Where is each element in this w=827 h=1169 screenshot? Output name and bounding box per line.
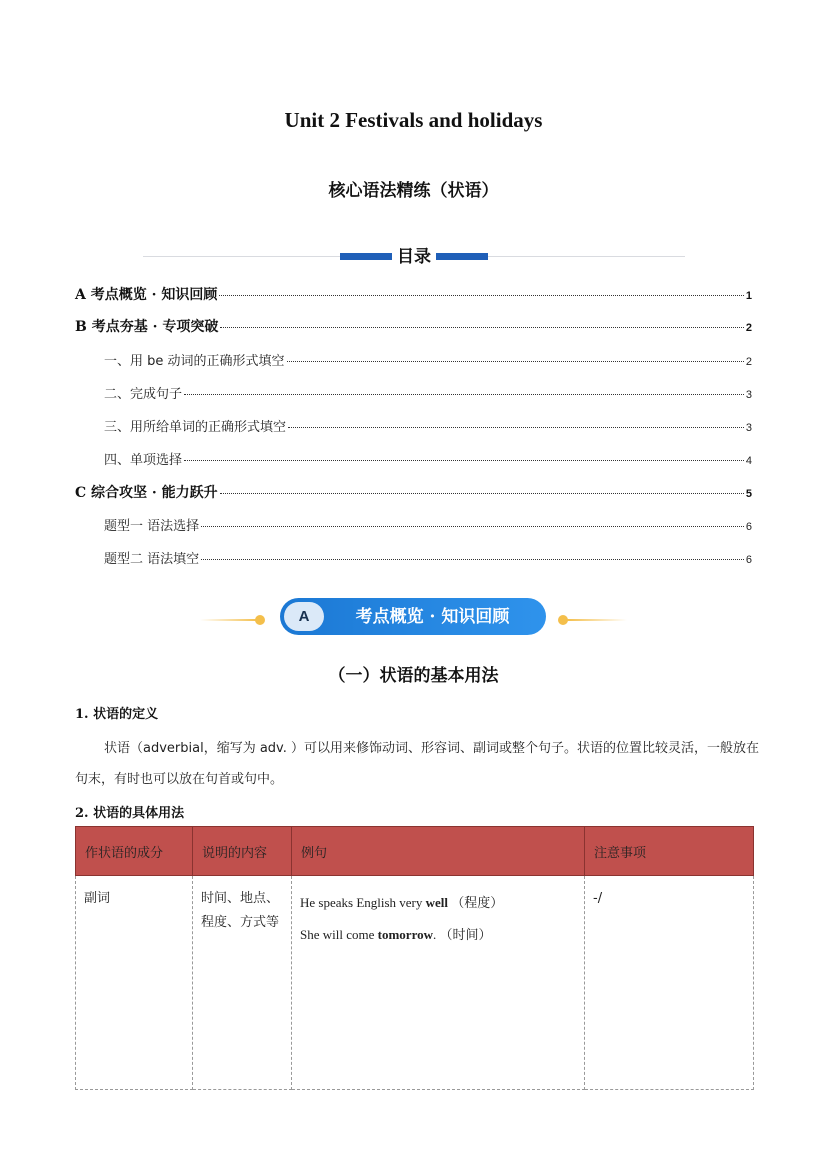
toc-entry-label: C 综合攻坚 · 能力跃升	[75, 485, 218, 501]
toc-entry-label: B 考点夯基 · 专项突破	[75, 319, 219, 335]
toc-entry[interactable]	[104, 416, 752, 435]
toc-leader	[201, 526, 744, 527]
example-emphasis: well	[425, 895, 449, 910]
toc-entry-page: 1	[745, 290, 752, 302]
toc-entry-label: 题型二 语法填空	[104, 552, 200, 567]
table-row	[76, 876, 754, 1090]
example-emphasis: tomorrow	[377, 927, 433, 942]
toc-entry[interactable]	[75, 316, 752, 336]
cell-content: 时间、地点、程度、方式等	[193, 876, 292, 1090]
example-sentence	[300, 919, 576, 951]
toc-entry[interactable]	[104, 548, 752, 567]
column-header: 注意事项	[585, 827, 754, 876]
toc-entry-label: 四、单项选择	[104, 453, 183, 468]
cell-examples	[292, 876, 585, 1090]
toc-entry[interactable]	[104, 449, 752, 468]
toc-entry-page: 3	[745, 422, 752, 434]
toc-entry[interactable]	[75, 284, 752, 304]
toc-entry-page: 6	[745, 521, 752, 533]
column-header: 例句	[292, 827, 585, 876]
column-header: 作状语的成分	[76, 827, 193, 876]
toc-entry-page: 2	[745, 322, 752, 334]
toc-entry[interactable]	[104, 515, 752, 534]
toc-heading: 目录	[392, 242, 436, 267]
toc-entry-page: 6	[745, 554, 752, 566]
cell-component: 副词	[76, 876, 193, 1090]
document-subtitle: 核心语法精练（状语）	[328, 181, 499, 201]
toc-bar-left	[340, 253, 392, 260]
example-text: She will come	[300, 927, 378, 942]
toc-leader	[220, 327, 744, 328]
definition-paragraph: 状语（adverbial，缩写为 adv. ）可以用来修饰动词、形容词、副词或整个句子。状语的位置比较灵活，一般放在句末，有时也可以放在句首或句中。	[75, 741, 759, 787]
usage-heading: 2. 状语的具体用法	[75, 806, 185, 821]
toc-entry-page: 3	[745, 389, 752, 401]
example-sentence	[300, 887, 576, 919]
toc-entry-page: 4	[745, 455, 752, 467]
toc-leader	[287, 361, 744, 362]
toc-leader	[219, 295, 744, 296]
toc-leader	[201, 559, 744, 560]
document-title: Unit 2 Festivals and holidays	[284, 108, 543, 132]
table-header-row	[76, 827, 754, 876]
banner-line-right	[567, 619, 627, 621]
toc-entry-page: 2	[745, 356, 752, 368]
banner-title: 考点概览 · 知识回顾	[355, 607, 510, 627]
banner-line-left	[200, 619, 258, 621]
example-text: He speaks English very	[300, 895, 426, 910]
example-note: （程度）	[448, 895, 504, 910]
example-note: . （时间）	[433, 927, 492, 942]
section-title: （一）状语的基本用法	[328, 666, 499, 686]
cell-note: -/	[585, 876, 754, 1090]
toc-leader	[220, 493, 744, 494]
toc-entry-label: 二、完成句子	[104, 387, 183, 402]
toc-bar-right	[436, 253, 488, 260]
toc-entry-page: 5	[745, 488, 752, 500]
banner-letter-badge: A	[284, 602, 324, 631]
toc-entry-label: 三、用所给单词的正确形式填空	[104, 420, 287, 435]
toc-entry-label: 题型一 语法选择	[104, 519, 200, 534]
usage-table	[75, 826, 754, 1090]
toc-entry[interactable]	[104, 350, 752, 369]
definition-heading: 1. 状语的定义	[75, 707, 159, 722]
toc-leader	[288, 427, 744, 428]
toc-leader	[184, 394, 744, 395]
toc-entry[interactable]	[75, 482, 752, 502]
toc-entry[interactable]	[104, 383, 752, 402]
toc-entry-label: A 考点概览 · 知识回顾	[75, 287, 218, 303]
banner-dot-left	[255, 615, 265, 625]
toc-leader	[184, 460, 744, 461]
toc-entry-label: 一、用 be 动词的正确形式填空	[104, 354, 285, 369]
column-header: 说明的内容	[193, 827, 292, 876]
